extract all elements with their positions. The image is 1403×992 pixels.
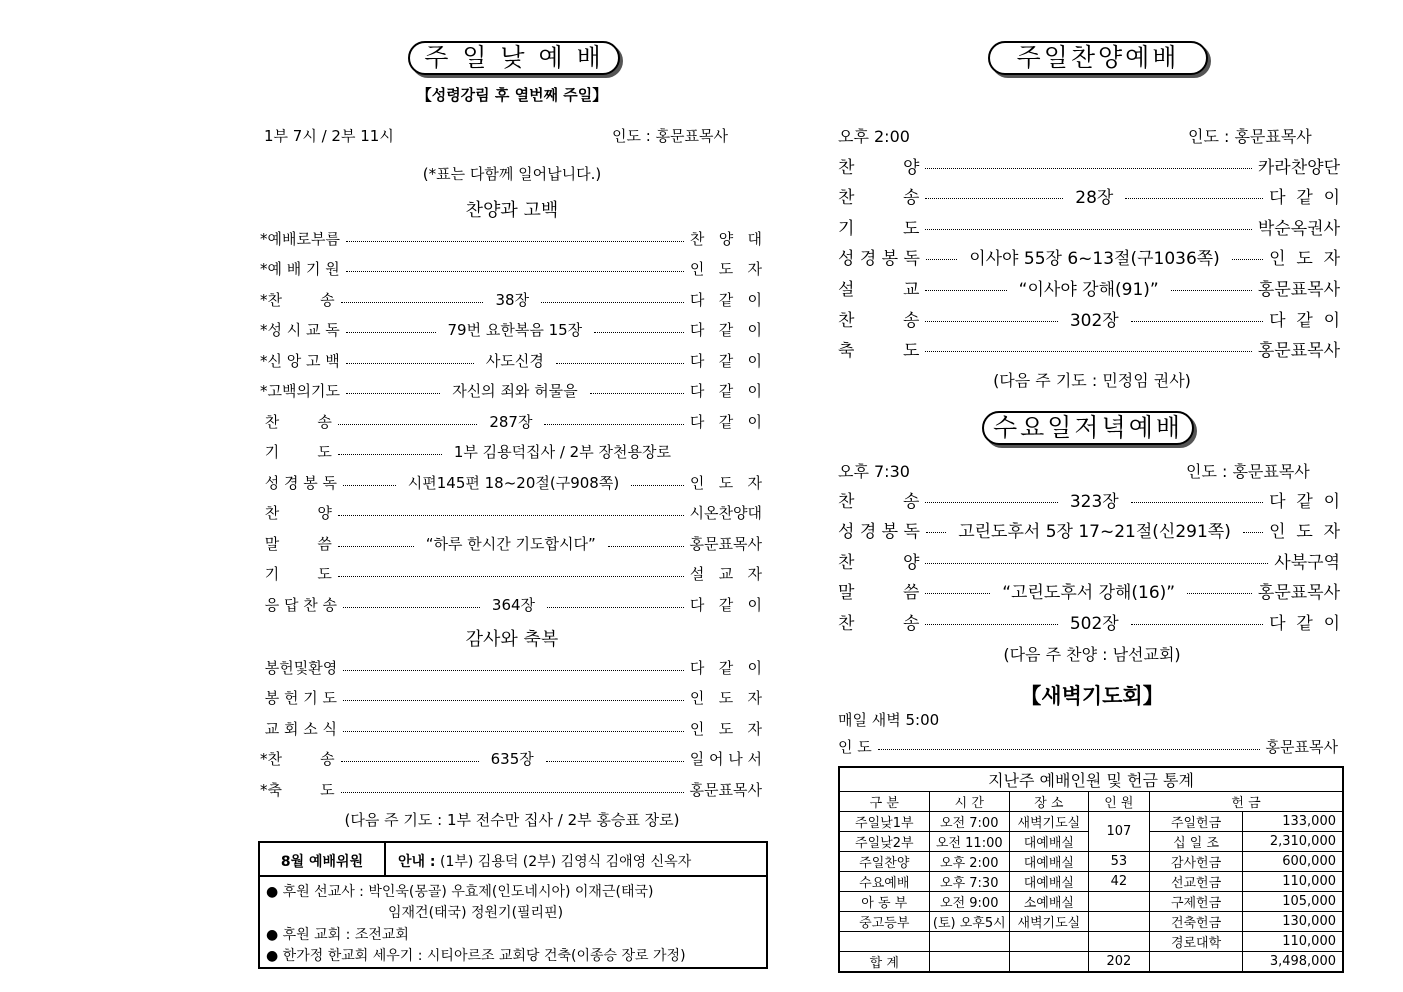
row-assignee: 다 같 이	[689, 658, 762, 677]
stats-title: 지난주 예배인원 및 헌금 통계	[839, 767, 1343, 792]
stats-cell: (토) 오후5시	[929, 912, 1009, 932]
stats-header-row	[839, 792, 1343, 812]
row-assignee: 다 같 이	[689, 382, 763, 400]
dot-leader	[608, 546, 684, 547]
row-assignee: 다 같 이	[689, 351, 763, 370]
stats-cell: 경로대학	[1150, 932, 1243, 952]
order-row	[838, 339, 1340, 362]
row-assignee: 인 도 자	[689, 719, 762, 738]
row-assignee: 다 같 이	[689, 321, 763, 339]
row-label: 축 도	[838, 341, 920, 362]
row-label: *성 시 교 독	[260, 321, 340, 339]
dot-leader	[926, 532, 946, 533]
dawn-time: 매일 새벽 5:00	[838, 711, 940, 729]
dot-leader	[1243, 532, 1263, 533]
dot-leader	[547, 607, 684, 608]
order-row	[838, 581, 1341, 604]
dot-leader	[341, 761, 479, 762]
stats-cell	[1088, 892, 1149, 912]
stats-cell: 대예배실	[1009, 852, 1088, 872]
guide-label: 안내 :	[398, 854, 436, 870]
stats-row	[839, 932, 1343, 952]
stats-cell: 130,000	[1243, 912, 1343, 932]
stats-cell: 건축헌금	[1150, 912, 1243, 932]
dot-leader	[1187, 593, 1252, 594]
row-assignee: 다 같 이	[1269, 613, 1340, 634]
row-assignee: 박순옥권사	[1257, 218, 1340, 239]
row-assignee: 일 어 나 서	[689, 750, 763, 768]
order-row	[838, 489, 1340, 512]
row-label: 설 교	[838, 279, 920, 300]
order-row	[260, 594, 762, 614]
row-detail: 323장	[1064, 487, 1125, 512]
dot-leader	[341, 792, 684, 793]
order-row	[838, 277, 1341, 300]
stats-cell: 대예배실	[1009, 832, 1088, 852]
row-label: *고백의기도	[260, 382, 340, 400]
row-assignee: 설 교 자	[689, 565, 762, 583]
order-row	[260, 564, 762, 584]
stats-cell: 대예배실	[1009, 872, 1088, 892]
dot-leader	[338, 546, 414, 547]
stats-cell: 아 동 부	[839, 892, 929, 912]
stats-table-wrap	[838, 766, 1344, 973]
service-subtitle: 【성령강림 후 열번째 주일】	[416, 86, 608, 104]
dot-leader	[925, 168, 1251, 169]
row-assignee: 카라찬양단	[1257, 157, 1340, 178]
stats-cell: 주일낮2부	[839, 832, 929, 852]
row-detail: 79번 요한복음 15장	[442, 319, 589, 340]
row-detail: 28장	[1069, 183, 1119, 208]
row-assignee: 인 도 자	[689, 260, 762, 278]
dot-leader	[1131, 321, 1263, 322]
stats-cell: 오전 11:00	[929, 832, 1009, 852]
dot-leader	[546, 761, 684, 762]
stats-cell: 107	[1088, 812, 1149, 852]
row-assignee: 다 같 이	[1269, 310, 1340, 331]
dot-leader	[1131, 624, 1263, 625]
stats-cell	[1088, 932, 1149, 952]
support-church-line: ● 후원 교회 : 조전교회	[266, 927, 409, 943]
order-row	[838, 155, 1340, 178]
order-row	[260, 442, 762, 462]
missionary-line: ● 후원 선교사 : 박인욱(몽골) 우효제(인도네시아) 이재근(태국)	[266, 884, 654, 900]
guide-line	[398, 851, 691, 871]
row-detail: 이사야 55장 6~13절(구1036쪽)	[963, 244, 1226, 269]
wednesday-title: 수요일저녁예배	[982, 411, 1194, 445]
stats-row	[839, 912, 1343, 932]
dot-leader	[346, 363, 474, 364]
row-assignee: 홍문표목사	[689, 534, 762, 553]
row-label: 성 경 봉 독	[260, 473, 338, 492]
dot-leader	[925, 290, 1006, 291]
order-row	[260, 381, 762, 401]
row-label: 찬 송	[838, 310, 920, 331]
sunday-service-title: 주 일 낮 예 배	[408, 41, 620, 75]
dot-leader	[341, 302, 484, 303]
dot-leader	[925, 321, 1057, 322]
dot-leader	[338, 515, 684, 516]
row-label: 봉헌및환영	[260, 658, 338, 677]
row-detail: 고린도후서 5장 17~21절(신291쪽)	[952, 517, 1237, 542]
stats-cell	[1009, 952, 1088, 973]
dot-leader	[1125, 198, 1263, 199]
row-label: 찬 송	[838, 188, 920, 209]
stats-cell	[929, 932, 1009, 952]
section-heading-thanks: 감사와 축복	[465, 629, 559, 650]
praise-next: (다음 주 기도 : 민정임 권사)	[993, 371, 1191, 390]
dot-leader	[346, 332, 436, 333]
stats-cell	[1009, 932, 1088, 952]
section-heading-praise: 찬양과 고백	[465, 200, 559, 221]
stats-cell: 오전 7:00	[929, 812, 1009, 832]
row-label: 성 경 봉 독	[838, 249, 920, 270]
row-detail: “고린도후서 강해(16)”	[996, 578, 1181, 603]
stats-cell: 105,000	[1243, 892, 1343, 912]
row-assignee: 시온찬양대	[689, 504, 762, 522]
row-detail: 자신의 죄와 허물을	[446, 380, 583, 401]
row-assignee: 다 같 이	[1269, 491, 1340, 512]
stats-cell: 42	[1088, 872, 1149, 892]
order-row	[260, 472, 762, 492]
dot-leader	[338, 454, 442, 455]
dot-leader	[343, 485, 396, 486]
row-detail: 635장	[485, 748, 540, 769]
row-label: *축 도	[260, 780, 335, 799]
dot-leader	[346, 241, 684, 242]
row-label: *찬 송	[260, 290, 335, 309]
row-label: 기 도	[260, 443, 332, 461]
row-label: 응 답 찬 송	[260, 595, 338, 614]
stats-cell: 수요예배	[839, 872, 929, 892]
committee-box	[258, 841, 768, 969]
order-row	[838, 216, 1340, 239]
stats-header-cell: 장 소	[1009, 792, 1088, 812]
row-detail: 364장	[486, 594, 541, 615]
stats-cell: 감사헌금	[1150, 852, 1243, 872]
stats-cell: 133,000	[1243, 812, 1343, 832]
order-row	[260, 320, 762, 340]
stats-cell	[929, 952, 1009, 973]
dot-leader	[594, 332, 684, 333]
order-row	[838, 247, 1341, 270]
row-assignee: 홍문표목사	[1257, 583, 1341, 604]
dot-leader	[541, 302, 684, 303]
row-detail: 시편145편 18~20절(구908쪽)	[402, 472, 625, 493]
dot-leader	[343, 607, 480, 608]
order-row	[260, 533, 762, 553]
row-detail: 사도신경	[480, 350, 550, 371]
order-row	[260, 718, 762, 738]
stats-row	[839, 892, 1343, 912]
stats-cell: 새벽기도실	[1009, 812, 1088, 832]
dot-leader	[343, 670, 684, 671]
order-row	[260, 259, 762, 279]
row-assignee: 찬 양 대	[689, 229, 762, 248]
row-label: 찬 양	[838, 552, 920, 573]
row-label: 기 도	[838, 218, 920, 239]
dot-leader	[544, 424, 683, 425]
dot-leader	[338, 576, 684, 577]
row-assignee: 인 도 자	[689, 473, 762, 492]
stats-cell: 오전 9:00	[929, 892, 1009, 912]
row-detail: 1부 김용덕집사 / 2부 장천용장로	[448, 441, 677, 462]
dot-leader	[925, 624, 1057, 625]
row-label: 찬 송	[260, 412, 332, 431]
dot-leader	[926, 259, 957, 260]
stats-header-cell: 구 분	[839, 792, 929, 812]
order-row	[838, 308, 1340, 331]
row-label: *예 배 기 원	[260, 260, 340, 278]
stats-cell: 선교헌금	[1150, 872, 1243, 892]
stats-cell: 소예배실	[1009, 892, 1088, 912]
row-assignee: 홍문표목사	[689, 780, 762, 799]
row-label: 찬 송	[838, 613, 920, 634]
order-row	[260, 289, 762, 309]
dot-leader	[1171, 290, 1252, 291]
stats-cell: 오후 7:30	[929, 872, 1009, 892]
stats-cell: 중고등부	[839, 912, 929, 932]
stats-cell: 합 계	[839, 952, 929, 973]
missionary-line-2: 임재건(태국) 정원기(필리핀)	[388, 905, 564, 921]
row-label: 봉 헌 기 도	[260, 689, 338, 707]
dot-leader	[925, 229, 1251, 230]
row-assignee: 인 도 자	[689, 689, 762, 707]
row-assignee: 인 도 자	[1269, 522, 1341, 543]
dot-leader	[346, 271, 684, 272]
order-row	[260, 350, 762, 370]
row-label: 말 씀	[838, 583, 920, 604]
praise-leader: 인도 : 홍문표목사	[1188, 127, 1312, 146]
dot-leader	[346, 393, 440, 394]
row-assignee: 다 같 이	[689, 412, 762, 431]
row-label: 찬 송	[838, 491, 920, 512]
dot-leader	[925, 351, 1251, 352]
order-row	[260, 657, 762, 677]
stats-cell: 새벽기도실	[1009, 912, 1088, 932]
dot-leader	[1131, 502, 1263, 503]
dot-leader	[925, 198, 1063, 199]
row-detail: 38장	[489, 289, 535, 310]
dot-leader	[925, 502, 1057, 503]
row-assignee: 다 같 이	[1269, 188, 1340, 209]
dot-leader	[338, 424, 477, 425]
stats-cell: 주일찬양	[839, 852, 929, 872]
order-row	[260, 411, 762, 431]
stats-cell: 주일낮1부	[839, 812, 929, 832]
order-row	[260, 749, 762, 769]
row-label: *신 앙 고 백	[260, 351, 340, 370]
dot-leader	[878, 749, 1260, 750]
stats-header-cell: 헌 금	[1150, 792, 1343, 812]
row-label: 기 도	[260, 565, 332, 583]
row-detail: “이사야 강해(91)”	[1013, 275, 1165, 300]
stats-cell: 202	[1088, 952, 1149, 973]
wed-next: (다음 주 찬양 : 남선교회)	[1003, 645, 1181, 664]
order-row	[838, 550, 1340, 573]
praise-time: 오후 2:00	[838, 127, 910, 146]
row-detail: “하루 한시간 기도합시다”	[420, 533, 602, 554]
dawn-right: 홍문표목사	[1265, 737, 1338, 756]
row-label: *예배로부름	[260, 229, 340, 248]
row-detail: 502장	[1064, 609, 1125, 634]
wed-time: 오후 7:30	[838, 462, 910, 481]
stats-header-cell: 인 원	[1088, 792, 1149, 812]
stats-cell	[1088, 912, 1149, 932]
dot-leader	[590, 393, 684, 394]
service-times: 1부 7시 / 2부 11시	[264, 127, 394, 145]
stats-cell: 600,000	[1243, 852, 1343, 872]
order-row	[838, 186, 1340, 209]
sunday-praise-title: 주일찬양예배	[988, 41, 1208, 75]
row-label: 말 씀	[260, 534, 332, 553]
stats-cell: 십 일 조	[1150, 832, 1243, 852]
stats-row	[839, 952, 1343, 973]
dot-leader	[556, 363, 684, 364]
order-row	[260, 779, 762, 799]
order-row	[838, 520, 1341, 543]
stats-row	[839, 852, 1343, 872]
stats-cell	[1150, 952, 1243, 973]
stats-cell: 110,000	[1243, 932, 1343, 952]
standing-note: (*표는 다함께 일어납니다.)	[422, 165, 602, 183]
row-label: 찬 양	[838, 157, 920, 178]
church-building-line: ● 한가정 한교회 세우기 : 시티아르조 교회당 건축(이종승 장로 가정)	[266, 948, 686, 964]
dot-leader	[343, 700, 684, 701]
stats-cell	[839, 932, 929, 952]
committee-header: 8월 예배위원	[280, 854, 364, 870]
stats-table	[838, 766, 1344, 973]
stats-row	[839, 812, 1343, 832]
row-assignee: 사북구역	[1274, 552, 1340, 573]
dot-leader	[925, 593, 990, 594]
dot-leader	[343, 731, 684, 732]
stats-cell: 110,000	[1243, 872, 1343, 892]
stats-cell: 2,310,000	[1243, 832, 1343, 852]
guide-names: (1부) 김용덕 (2부) 김영식 김애영 신옥자	[439, 854, 692, 870]
stats-cell: 53	[1088, 852, 1149, 872]
dawn-label: 인 도	[838, 737, 872, 756]
next-week-prayer: (다음 주 기도 : 1부 전수만 집사 / 2부 홍승표 장로)	[344, 811, 680, 829]
stats-cell: 구제헌금	[1150, 892, 1243, 912]
dawn-title: 【새벽기도회】	[1020, 684, 1164, 708]
row-label: 성 경 봉 독	[838, 522, 920, 543]
order-row	[260, 228, 762, 248]
row-assignee: 홍문표목사	[1257, 279, 1341, 300]
row-assignee: 다 같 이	[689, 290, 763, 309]
row-assignee: 홍문표목사	[1257, 341, 1340, 362]
order-row	[838, 611, 1340, 634]
stats-cell: 3,498,000	[1243, 952, 1343, 973]
row-label: 교 회 소 식	[260, 719, 338, 738]
dot-leader	[925, 563, 1268, 564]
stats-header-cell: 시 간	[929, 792, 1009, 812]
row-label: 찬 양	[260, 504, 332, 522]
row-detail: 287장	[483, 411, 538, 432]
stats-row	[839, 872, 1343, 892]
order-row	[260, 503, 762, 523]
dawn-leader-row	[838, 736, 1338, 756]
wed-leader: 인도 : 홍문표목사	[1186, 462, 1310, 481]
service-leader: 인도 : 홍문표목사	[612, 127, 729, 145]
row-detail: 302장	[1064, 306, 1125, 331]
row-assignee: 다 같 이	[689, 595, 763, 614]
dot-leader	[631, 485, 684, 486]
order-row	[260, 688, 762, 708]
row-assignee: 인 도 자	[1269, 249, 1341, 270]
stats-cell: 오후 2:00	[929, 852, 1009, 872]
row-label: *찬 송	[260, 750, 335, 768]
stats-cell: 주일헌금	[1150, 812, 1243, 832]
dot-leader	[1232, 259, 1263, 260]
